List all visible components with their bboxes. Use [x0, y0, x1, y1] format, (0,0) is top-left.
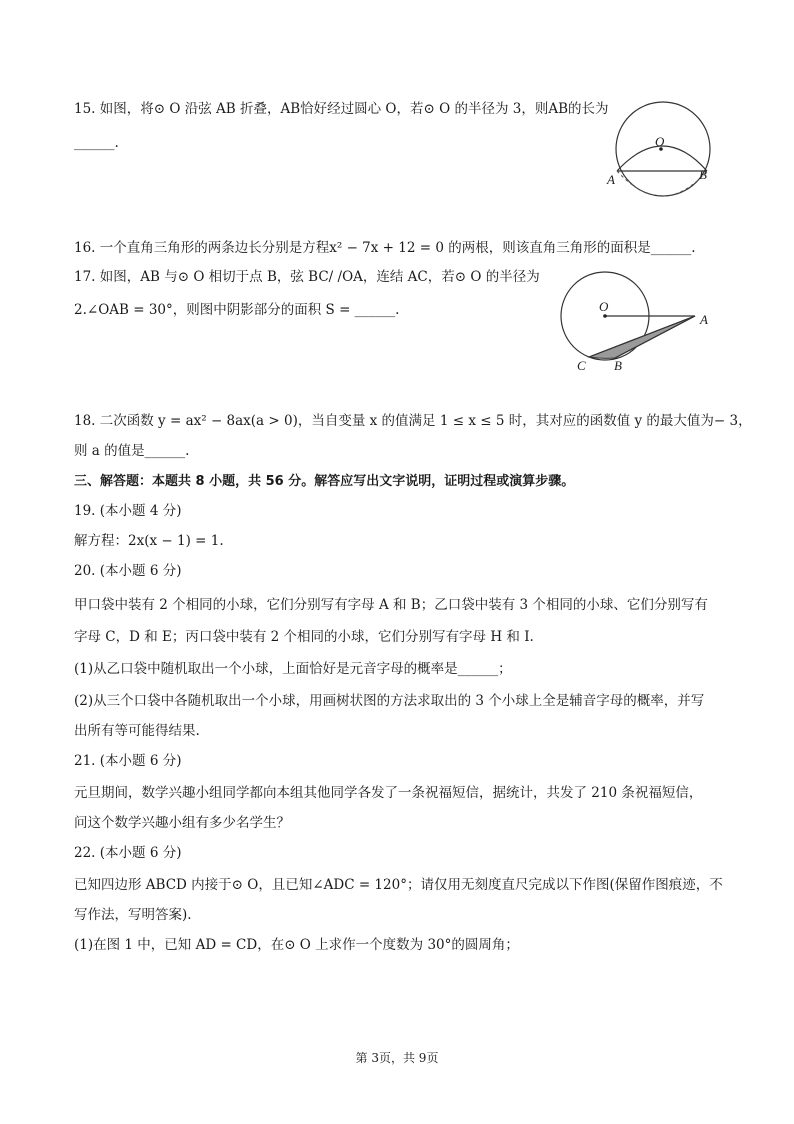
fig17-segment-ac	[589, 316, 695, 357]
fig17-center-dot	[603, 314, 607, 318]
q20-line3: (1)从乙口袋中随机取出一个小球，上面恰好是元音字母的概率是______；	[74, 661, 512, 677]
fig15-label-a: A	[607, 172, 615, 187]
fig17-label-b: B	[614, 358, 622, 373]
fig17-label-c: C	[577, 358, 586, 373]
q20-line4: (2)从三个口袋中各随机取出一个小球，用画树状图的方法求取出的 3 个小球上全是辅音字母的概率，并写	[74, 693, 705, 709]
figure-15	[605, 96, 725, 204]
q16-line1: 16. 一个直角三角形的两条边长分别是方程x² − 7x + 12 = 0 的两根，则该直角三角形的面积是______.	[74, 240, 696, 256]
q22-line2: 写作法，写明答案).	[74, 907, 192, 923]
section-3-heading: 三、解答题：本题共 8 小题，共 56 分。解答应写出文字说明，证明过程或演算步骤。	[74, 474, 575, 489]
page-footer: 第 3页，共 9页	[355, 1051, 439, 1065]
fig17-tangent-ab	[615, 316, 695, 358]
fig15-dashed-arc	[617, 171, 707, 196]
q21-line1: 元旦期间，数学兴趣小组同学都向本组其他同学各发了一条祝福短信，据统计，共发了 210 条祝福短信，	[74, 785, 703, 801]
q21-head: 21. (本小题 6 分)	[74, 753, 182, 769]
fig15-label-o: O	[655, 134, 665, 149]
q15-line1: 15. 如图，将⊙ O 沿弦 AB 折叠，AB恰好经过圆心 O，若⊙ O 的半径为 3，则AB的长为	[74, 101, 609, 117]
q19-line1: 解方程：2x(x − 1) = 1.	[74, 533, 224, 549]
q20-line1: 甲口袋中装有 2 个相同的小球，它们分别写有字母 A 和 B；乙口袋中装有 3 个相同的小球、它们分别写有	[74, 597, 708, 613]
fig17-label-a: A	[700, 312, 708, 327]
q22-line1: 已知四边形 ABCD 内接于⊙ O，且已知∠ADC = 120°；请仅用无刻度直尺完成以下作图(保留作图痕迹，不	[74, 877, 723, 893]
q15-line2: ______.	[74, 135, 119, 151]
q20-head: 20. (本小题 6 分)	[74, 563, 182, 579]
fig17-label-o: O	[599, 299, 609, 314]
q22-head: 22. (本小题 6 分)	[74, 845, 182, 861]
fig15-label-b: B	[699, 167, 707, 182]
q22-line3: (1)在图 1 中，已知 AD = CD，在⊙ O 上求作一个度数为 30°的圆周角；	[74, 937, 519, 953]
q18-line2: 则 a 的值是______.	[74, 443, 190, 459]
q21-line2: 问这个数学兴趣小组有多少名学生？	[74, 815, 290, 831]
figure-17	[555, 266, 720, 376]
q20-line5: 出所有等可能得结果.	[74, 723, 200, 739]
q19-head: 19. (本小题 4 分)	[74, 503, 182, 519]
q18-line1: 18. 二次函数 y = ax² − 8ax(a > 0)，当自变量 x 的值满足 1 ≤ x ≤ 5 时，其对应的函数值 y 的最大值为− 3，	[74, 413, 752, 429]
q20-line2: 字母 C，D 和 E；丙口袋中装有 2 个相同的小球，它们分别写有字母 H 和 I.	[74, 629, 534, 645]
q17-line1: 17. 如图，AB 与⊙ O 相切于点 B，弦 BC/ /OA，连结 AC，若⊙ O 的半径为	[74, 269, 540, 285]
q17-line2: 2.∠OAB = 30°，则图中阴影部分的面积 S = ______.	[74, 302, 400, 318]
